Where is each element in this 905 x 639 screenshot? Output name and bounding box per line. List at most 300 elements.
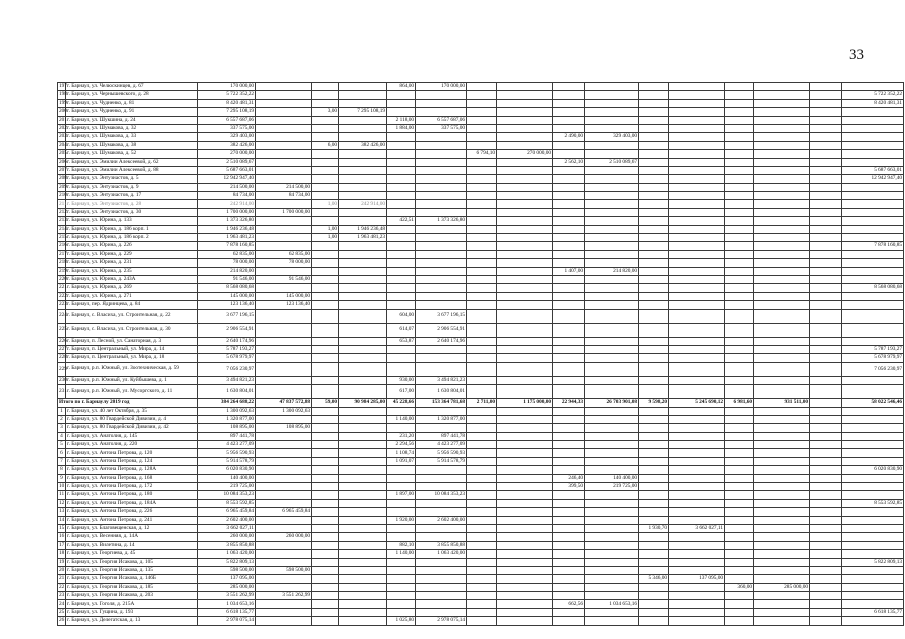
value-cell bbox=[669, 457, 725, 465]
value-cell bbox=[312, 617, 339, 625]
value-cell bbox=[387, 183, 416, 191]
value-cell bbox=[497, 124, 553, 132]
value-cell bbox=[669, 175, 725, 183]
value-cell bbox=[312, 275, 339, 283]
value-cell bbox=[467, 508, 497, 516]
value-cell bbox=[467, 116, 497, 124]
value-cell bbox=[339, 166, 387, 174]
value-cell bbox=[639, 583, 669, 591]
address-cell: г. Барнаул, ул. 80 Гвардейской Дивизии, д. 42 bbox=[66, 424, 198, 432]
value-cell bbox=[312, 449, 339, 457]
value-cell bbox=[639, 337, 669, 345]
value-cell bbox=[669, 566, 725, 574]
value-cell bbox=[842, 108, 904, 116]
value-cell bbox=[312, 259, 339, 267]
value-cell bbox=[553, 301, 585, 309]
value-cell bbox=[639, 608, 669, 616]
value-cell bbox=[553, 284, 585, 292]
value-cell bbox=[754, 158, 810, 166]
value-cell bbox=[842, 124, 904, 132]
table-row bbox=[58, 83, 904, 91]
value-cell bbox=[256, 385, 312, 399]
value-cell bbox=[810, 200, 842, 208]
value-cell bbox=[467, 166, 497, 174]
table-row bbox=[58, 407, 904, 415]
value-cell bbox=[842, 141, 904, 149]
value-cell bbox=[467, 158, 497, 166]
value-cell bbox=[416, 99, 467, 107]
value-cell bbox=[842, 432, 904, 440]
row-number: 14 bbox=[59, 516, 65, 523]
total-cost-cell: 2 640 174,96 bbox=[198, 337, 256, 345]
value-cell bbox=[339, 345, 387, 353]
value-cell: 214 500,00 bbox=[256, 183, 312, 191]
value-cell bbox=[339, 491, 387, 499]
address-cell: г. Барнаул, ул. Весенняя, д. 14А bbox=[66, 533, 198, 541]
total-cost-cell: 8 568 080,68 bbox=[198, 284, 256, 292]
value-cell bbox=[497, 234, 553, 242]
value-cell bbox=[312, 385, 339, 399]
value-cell bbox=[339, 175, 387, 183]
total-cost-cell: 5 787 193,27 bbox=[198, 345, 256, 353]
address-cell: г. Барнаул, ул. Георгия Исакова, д. 185 bbox=[66, 583, 198, 591]
address-cell: г. Барнаул, ул. Георгия Исакова, д. 146Б bbox=[66, 575, 198, 583]
value-cell bbox=[553, 592, 585, 600]
value-cell bbox=[810, 600, 842, 608]
value-cell bbox=[669, 192, 725, 200]
value-cell bbox=[497, 432, 553, 440]
value-cell bbox=[387, 524, 416, 532]
total-cost-cell: 2 510 089,67 bbox=[198, 158, 256, 166]
value-cell bbox=[497, 424, 553, 432]
value-cell bbox=[312, 116, 339, 124]
value-cell bbox=[387, 192, 416, 200]
value-cell bbox=[669, 150, 725, 158]
value-cell bbox=[810, 491, 842, 499]
value-cell bbox=[585, 292, 639, 300]
value-cell bbox=[585, 124, 639, 132]
value-cell bbox=[725, 323, 754, 337]
value-cell bbox=[585, 250, 639, 258]
table-row bbox=[58, 583, 904, 591]
value-cell: 1,00 bbox=[312, 234, 339, 242]
value-cell bbox=[669, 208, 725, 216]
value-cell bbox=[669, 323, 725, 337]
value-cell bbox=[387, 250, 416, 258]
value-cell bbox=[725, 175, 754, 183]
address-cell: г. Барнаул, ул. Шукшина, д. 24 bbox=[66, 116, 198, 124]
value-cell bbox=[842, 541, 904, 549]
value-cell bbox=[312, 267, 339, 275]
table-row bbox=[58, 600, 904, 608]
value-cell bbox=[339, 362, 387, 376]
row-number: 226 bbox=[59, 337, 67, 344]
row-number: 21 bbox=[59, 575, 65, 582]
address-cell: г. Барнаул, ул. Юрина, д. 231 bbox=[66, 259, 198, 267]
value-cell bbox=[416, 592, 467, 600]
value-cell bbox=[725, 541, 754, 549]
value-cell bbox=[553, 208, 585, 216]
value-cell bbox=[669, 234, 725, 242]
value-cell bbox=[312, 424, 339, 432]
value-cell bbox=[256, 108, 312, 116]
row-number: 3 bbox=[58, 424, 66, 432]
value-cell bbox=[497, 583, 553, 591]
value-cell bbox=[754, 499, 810, 507]
row-number: 201 bbox=[59, 116, 67, 123]
row-number: 227 bbox=[59, 345, 67, 352]
value-cell bbox=[312, 183, 339, 191]
value-cell bbox=[842, 267, 904, 275]
value-cell bbox=[387, 533, 416, 541]
value-cell bbox=[339, 284, 387, 292]
value-cell bbox=[810, 457, 842, 465]
value-cell bbox=[725, 91, 754, 99]
table-row bbox=[58, 415, 904, 423]
value-cell bbox=[497, 457, 553, 465]
value-cell bbox=[810, 309, 842, 323]
table-row bbox=[58, 284, 904, 292]
total-cost-cell: 2 602 400,00 bbox=[198, 516, 256, 524]
value-cell bbox=[497, 259, 553, 267]
value-cell bbox=[585, 175, 639, 183]
value-cell bbox=[339, 600, 387, 608]
value-cell bbox=[669, 376, 725, 384]
value-cell bbox=[256, 309, 312, 323]
address-cell: г. Барнаул, ул. Антона Петрова, д. 168 bbox=[66, 474, 198, 482]
value-cell: 399,50 bbox=[553, 483, 585, 491]
value-cell bbox=[387, 575, 416, 583]
value-cell bbox=[669, 415, 725, 423]
value-cell bbox=[842, 133, 904, 141]
value-cell bbox=[639, 376, 669, 384]
value-cell bbox=[497, 575, 553, 583]
value-cell bbox=[669, 108, 725, 116]
value-cell bbox=[842, 566, 904, 574]
value-cell bbox=[256, 575, 312, 583]
value-cell bbox=[810, 362, 842, 376]
value-cell bbox=[467, 192, 497, 200]
value-cell bbox=[256, 354, 312, 362]
value-cell bbox=[416, 533, 467, 541]
value-cell bbox=[585, 466, 639, 474]
value-cell: 45 228,66 bbox=[387, 399, 416, 407]
value-cell bbox=[810, 267, 842, 275]
value-cell bbox=[810, 166, 842, 174]
value-cell: 653,87 bbox=[387, 337, 416, 345]
value-cell bbox=[553, 83, 585, 91]
value-cell bbox=[256, 217, 312, 225]
value-cell bbox=[585, 166, 639, 174]
total-cost-cell: 214 820,00 bbox=[198, 267, 256, 275]
value-cell bbox=[725, 558, 754, 566]
total-cost-cell: 219 725,00 bbox=[198, 483, 256, 491]
total-cost-cell: 242 914,00 bbox=[198, 200, 256, 208]
value-cell: 9 598,20 bbox=[639, 399, 669, 407]
value-cell bbox=[669, 466, 725, 474]
row-number: 224 bbox=[58, 309, 66, 323]
value-cell bbox=[842, 508, 904, 516]
value-cell bbox=[842, 617, 904, 625]
value-cell bbox=[639, 183, 669, 191]
value-cell bbox=[256, 449, 312, 457]
total-cost-cell: 329 403,00 bbox=[198, 133, 256, 141]
value-cell bbox=[339, 608, 387, 616]
value-cell bbox=[810, 301, 842, 309]
value-cell bbox=[387, 292, 416, 300]
value-cell bbox=[553, 108, 585, 116]
value-cell bbox=[553, 141, 585, 149]
value-cell bbox=[339, 150, 387, 158]
address-cell: г. Барнаул, ул. Юрина, д. 243А bbox=[66, 275, 198, 283]
value-cell bbox=[585, 376, 639, 384]
value-cell bbox=[585, 309, 639, 323]
value-cell bbox=[416, 362, 467, 376]
value-cell bbox=[467, 524, 497, 532]
value-cell bbox=[312, 491, 339, 499]
value-cell bbox=[312, 466, 339, 474]
value-cell bbox=[585, 575, 639, 583]
row-number: 4 bbox=[58, 432, 66, 440]
value-cell bbox=[754, 550, 810, 558]
value-cell bbox=[312, 415, 339, 423]
value-cell: 10 084 353,23 bbox=[416, 491, 467, 499]
value-cell bbox=[387, 133, 416, 141]
value-cell bbox=[842, 225, 904, 233]
value-cell bbox=[639, 150, 669, 158]
value-cell bbox=[339, 558, 387, 566]
table-row bbox=[58, 385, 904, 399]
value-cell bbox=[842, 337, 904, 345]
value-cell bbox=[585, 592, 639, 600]
value-cell bbox=[467, 474, 497, 482]
address-cell: г. Барнаул, пер. Ядринцева, д. 84 bbox=[66, 301, 198, 309]
value-cell bbox=[754, 608, 810, 616]
value-cell: 137 095,00 bbox=[669, 575, 725, 583]
value-cell bbox=[585, 208, 639, 216]
value-cell bbox=[585, 275, 639, 283]
value-cell bbox=[339, 415, 387, 423]
value-cell bbox=[467, 483, 497, 491]
value-cell bbox=[256, 483, 312, 491]
value-cell bbox=[639, 116, 669, 124]
value-cell bbox=[312, 533, 339, 541]
value-cell bbox=[810, 407, 842, 415]
row-number: 208 bbox=[59, 175, 67, 182]
total-cost-cell: 7 878 160,85 bbox=[198, 242, 256, 250]
table-row bbox=[58, 124, 904, 132]
value-cell bbox=[497, 466, 553, 474]
value-cell bbox=[312, 407, 339, 415]
value-cell bbox=[754, 91, 810, 99]
value-cell bbox=[339, 566, 387, 574]
value-cell bbox=[497, 415, 553, 423]
table-row bbox=[58, 362, 904, 376]
value-cell bbox=[467, 345, 497, 353]
value-cell bbox=[842, 158, 904, 166]
total-cost-cell: 382 426,00 bbox=[198, 141, 256, 149]
row-number: 225 bbox=[58, 323, 66, 337]
value-cell bbox=[669, 385, 725, 399]
value-cell bbox=[810, 116, 842, 124]
total-cost-cell: 6 965 459,84 bbox=[198, 508, 256, 516]
value-cell bbox=[387, 158, 416, 166]
value-cell bbox=[312, 362, 339, 376]
value-cell bbox=[339, 337, 387, 345]
value-cell bbox=[312, 301, 339, 309]
value-cell bbox=[725, 284, 754, 292]
total-cost-cell: 1 700 000,00 bbox=[198, 208, 256, 216]
total-cost-cell: 5 687 663,01 bbox=[198, 166, 256, 174]
value-cell bbox=[639, 91, 669, 99]
value-cell bbox=[669, 183, 725, 191]
total-cost-cell: 5 678 979,97 bbox=[198, 354, 256, 362]
value-cell bbox=[553, 424, 585, 432]
value-cell bbox=[339, 323, 387, 337]
value-cell bbox=[467, 337, 497, 345]
value-cell bbox=[467, 354, 497, 362]
value-cell bbox=[256, 234, 312, 242]
table-row bbox=[58, 175, 904, 183]
value-cell bbox=[467, 250, 497, 258]
value-cell bbox=[497, 192, 553, 200]
address-cell: г. Барнаул, ул. Георгия Исакова, д. 203 bbox=[66, 592, 198, 600]
value-cell bbox=[639, 558, 669, 566]
value-cell: 5 722 352,22 bbox=[842, 91, 904, 99]
value-cell bbox=[467, 217, 497, 225]
total-cost-cell: 3 551 262,99 bbox=[198, 592, 256, 600]
value-cell bbox=[639, 192, 669, 200]
value-cell bbox=[339, 192, 387, 200]
value-cell bbox=[467, 141, 497, 149]
value-cell bbox=[339, 91, 387, 99]
address-cell: г. Барнаул, ул. Энтузиастов, д. 30 bbox=[66, 208, 198, 216]
value-cell bbox=[416, 133, 467, 141]
value-cell bbox=[754, 407, 810, 415]
value-cell bbox=[497, 91, 553, 99]
value-cell bbox=[339, 466, 387, 474]
value-cell: 6,00 bbox=[312, 141, 339, 149]
register-body bbox=[58, 83, 904, 626]
value-cell: 3 662 027,11 bbox=[669, 524, 725, 532]
table-row bbox=[58, 116, 904, 124]
value-cell bbox=[339, 592, 387, 600]
value-cell bbox=[467, 407, 497, 415]
value-cell bbox=[497, 541, 553, 549]
value-cell bbox=[585, 583, 639, 591]
value-cell bbox=[810, 225, 842, 233]
value-cell bbox=[467, 550, 497, 558]
value-cell bbox=[312, 158, 339, 166]
value-cell bbox=[585, 141, 639, 149]
value-cell bbox=[256, 474, 312, 482]
total-cost-cell: 78 000,00 bbox=[198, 259, 256, 267]
value-cell: 7 056 230,97 bbox=[842, 362, 904, 376]
table-row bbox=[58, 566, 904, 574]
value-cell bbox=[725, 376, 754, 384]
value-cell bbox=[312, 376, 339, 384]
value-cell bbox=[725, 267, 754, 275]
value-cell bbox=[810, 617, 842, 625]
row-number: 199 bbox=[59, 99, 67, 106]
value-cell bbox=[585, 516, 639, 524]
total-cost-cell: 12 942 947,40 bbox=[198, 175, 256, 183]
value-cell bbox=[585, 234, 639, 242]
value-cell bbox=[754, 301, 810, 309]
value-cell bbox=[810, 208, 842, 216]
table-row bbox=[58, 541, 904, 549]
value-cell: 2 978 075,14 bbox=[416, 617, 467, 625]
value-cell bbox=[312, 150, 339, 158]
table-row bbox=[58, 441, 904, 449]
value-cell bbox=[312, 524, 339, 532]
value-cell bbox=[256, 99, 312, 107]
value-cell bbox=[256, 432, 312, 440]
value-cell bbox=[467, 292, 497, 300]
value-cell bbox=[810, 192, 842, 200]
value-cell bbox=[585, 385, 639, 399]
value-cell bbox=[842, 116, 904, 124]
row-number: 9 bbox=[58, 474, 66, 482]
value-cell bbox=[725, 354, 754, 362]
value-cell bbox=[639, 284, 669, 292]
value-cell bbox=[312, 166, 339, 174]
value-cell bbox=[669, 432, 725, 440]
value-cell bbox=[725, 250, 754, 258]
value-cell bbox=[497, 208, 553, 216]
row-number: 6 bbox=[58, 449, 66, 457]
value-cell bbox=[585, 345, 639, 353]
value-cell bbox=[553, 491, 585, 499]
row-number: 11 bbox=[59, 491, 65, 498]
value-cell bbox=[256, 362, 312, 376]
value-cell bbox=[669, 337, 725, 345]
row-number: 207 bbox=[59, 166, 67, 173]
value-cell bbox=[639, 483, 669, 491]
value-cell: 8 553 592,85 bbox=[842, 499, 904, 507]
value-cell bbox=[639, 309, 669, 323]
value-cell bbox=[669, 533, 725, 541]
row-number: 23 bbox=[59, 592, 65, 599]
value-cell bbox=[669, 116, 725, 124]
value-cell bbox=[339, 217, 387, 225]
value-cell bbox=[639, 533, 669, 541]
value-cell bbox=[467, 600, 497, 608]
value-cell bbox=[467, 533, 497, 541]
value-cell bbox=[416, 259, 467, 267]
table-row bbox=[58, 491, 904, 499]
value-cell bbox=[585, 508, 639, 516]
address-cell: г. Барнаул, с. Власиха, ул. Строительная, д. 22 bbox=[66, 309, 198, 323]
value-cell: 930,00 bbox=[387, 376, 416, 384]
value-cell bbox=[810, 449, 842, 457]
total-cost-cell: 1 300 092,63 bbox=[198, 407, 256, 415]
address-cell: г. Барнаул, ул. Шумакова, д. 38 bbox=[66, 141, 198, 149]
value-cell bbox=[467, 499, 497, 507]
value-cell bbox=[639, 259, 669, 267]
value-cell: 153 364 781,68 bbox=[416, 399, 467, 407]
value-cell bbox=[339, 432, 387, 440]
table-row bbox=[58, 424, 904, 432]
value-cell bbox=[416, 424, 467, 432]
value-cell bbox=[256, 225, 312, 233]
value-cell bbox=[312, 124, 339, 132]
value-cell bbox=[669, 491, 725, 499]
value-cell bbox=[669, 225, 725, 233]
value-cell bbox=[725, 192, 754, 200]
value-cell bbox=[842, 192, 904, 200]
value-cell bbox=[387, 267, 416, 275]
